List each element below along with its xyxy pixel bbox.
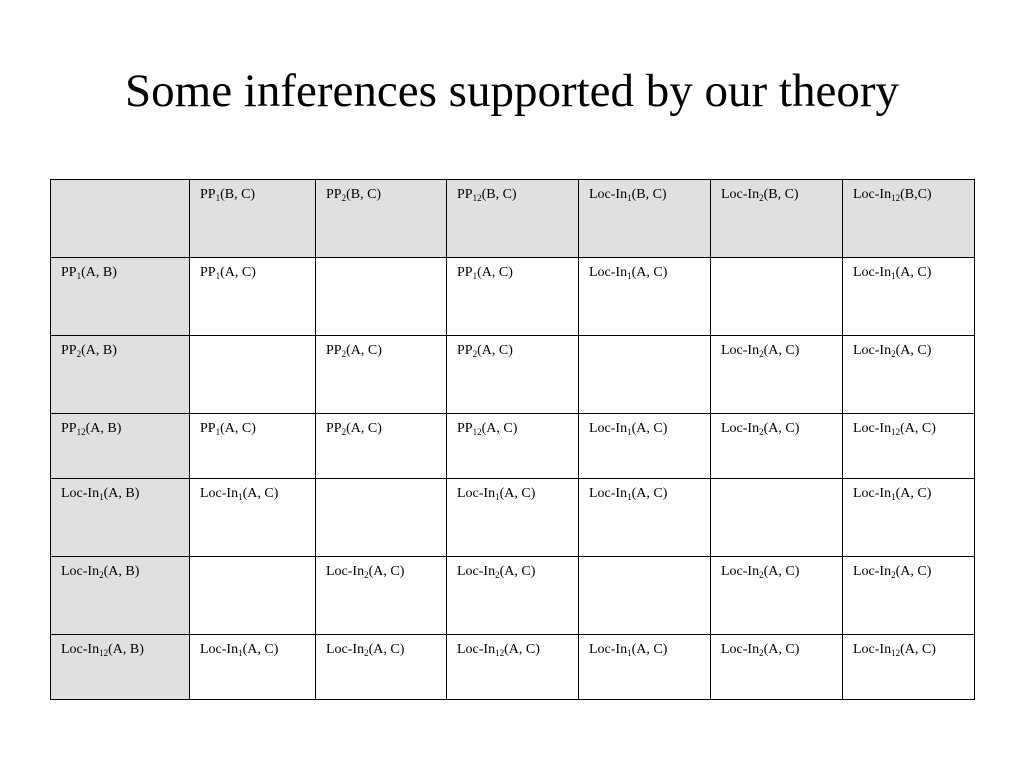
inference-cell: [316, 414, 447, 479]
cell-label-subscript: 2: [364, 648, 369, 658]
cell-label-main: Loc-In: [61, 564, 100, 579]
cell-label-args: (B,C): [900, 187, 932, 202]
cell-label-subscript: 1: [627, 271, 632, 281]
table-row: [51, 479, 975, 557]
cell-label-subscript: 1: [238, 648, 243, 658]
inference-cell: [190, 258, 316, 336]
empty-cell: [316, 258, 447, 336]
cell-label-args: (A, C): [242, 486, 279, 501]
cell-label-main: Loc-In: [200, 486, 239, 501]
cell-label-args: (A, B): [81, 343, 117, 358]
cell-label-args: (A, C): [631, 486, 668, 501]
inference-cell: [316, 336, 447, 414]
empty-cell: [190, 336, 316, 414]
cell-label-main: Loc-In: [721, 187, 760, 202]
cell-label-main: PP: [457, 343, 473, 358]
column-header-cell: [447, 180, 579, 258]
cell-label-args: (A, C): [477, 343, 513, 358]
cell-label-subscript: 1: [215, 427, 221, 437]
cell-label-args: (A, B): [108, 642, 144, 657]
cell-label-subscript: 1: [627, 492, 632, 502]
inference-cell: [711, 414, 843, 479]
cell-label-main: Loc-In: [326, 642, 365, 657]
inference-cell: [190, 635, 316, 700]
cell-label-args: (A, C): [895, 564, 932, 579]
column-header-cell: [316, 180, 447, 258]
cell-label-subscript: 2: [759, 648, 764, 658]
cell-label-args: (A, C): [346, 343, 382, 358]
cell-label-main: Loc-In: [853, 343, 892, 358]
table-row: [51, 336, 975, 414]
cell-label-main: Loc-In: [721, 564, 760, 579]
cell-label-main: Loc-In: [721, 421, 760, 436]
inference-cell: [316, 557, 447, 635]
cell-label-main: Loc-In: [200, 642, 239, 657]
cell-label-args: (A, C): [895, 343, 932, 358]
cell-label-main: Loc-In: [457, 564, 496, 579]
inference-cell: [843, 635, 975, 700]
cell-label-args: (B, C): [220, 187, 256, 202]
column-header-cell: [711, 180, 843, 258]
cell-label-subscript: 1: [627, 648, 632, 658]
cell-label-main: PP: [200, 187, 216, 202]
cell-label-subscript: 12: [495, 648, 505, 658]
cell-label-args: (A, C): [631, 265, 668, 280]
inference-cell: [579, 635, 711, 700]
cell-label-args: (A, C): [346, 421, 382, 436]
inference-cell: [190, 479, 316, 557]
cell-label-main: Loc-In: [457, 642, 496, 657]
row-header-cell: [51, 336, 190, 414]
row-header-cell: [51, 414, 190, 479]
cell-label-main: PP: [61, 343, 77, 358]
cell-label-subscript: 12: [76, 427, 86, 437]
cell-label-main: Loc-In: [61, 486, 100, 501]
cell-label-args: (A, C): [763, 564, 800, 579]
cell-label-main: Loc-In: [853, 486, 892, 501]
inference-cell: [447, 258, 579, 336]
cell-label-args: (B, C): [481, 187, 517, 202]
cell-label-subscript: 12: [99, 648, 109, 658]
cell-label-args: (B, C): [631, 187, 667, 202]
cell-label-main: Loc-In: [853, 187, 892, 202]
cell-label-subscript: 2: [472, 349, 478, 359]
cell-label-subscript: 2: [759, 193, 764, 203]
cell-label-subscript: 12: [472, 193, 482, 203]
empty-cell: [711, 479, 843, 557]
cell-label-args: (A, C): [220, 421, 256, 436]
cell-label-subscript: 1: [627, 427, 632, 437]
cell-label-main: PP: [326, 187, 342, 202]
cell-label-args: (A, C): [499, 486, 536, 501]
inference-cell: [447, 635, 579, 700]
cell-label-main: Loc-In: [589, 187, 628, 202]
cell-label-args: (A, B): [85, 421, 122, 436]
empty-cell: [579, 557, 711, 635]
cell-label-main: PP: [200, 265, 216, 280]
cell-label-main: Loc-In: [853, 564, 892, 579]
cell-label-main: Loc-In: [721, 343, 760, 358]
inference-cell: [843, 414, 975, 479]
empty-cell: [190, 557, 316, 635]
cell-label-main: PP: [457, 265, 473, 280]
cell-label-main: PP: [61, 421, 77, 436]
cell-label-main: PP: [457, 187, 473, 202]
cell-label-args: (B, C): [763, 187, 799, 202]
table-row: [51, 258, 975, 336]
cell-label-main: Loc-In: [589, 642, 628, 657]
column-header-cell: [843, 180, 975, 258]
cell-label-args: (A, C): [499, 564, 536, 579]
cell-label-subscript: 2: [759, 570, 764, 580]
cell-label-args: (A, C): [631, 421, 668, 436]
cell-label-subscript: 1: [76, 271, 82, 281]
cell-label-main: PP: [326, 421, 342, 436]
empty-cell: [316, 479, 447, 557]
inference-cell: [447, 479, 579, 557]
cell-label-main: Loc-In: [457, 486, 496, 501]
cell-label-args: (A, C): [763, 642, 800, 657]
cell-label-subscript: 2: [759, 349, 764, 359]
cell-label-main: Loc-In: [589, 421, 628, 436]
cell-label-main: Loc-In: [61, 642, 100, 657]
cell-label-subscript: 1: [891, 492, 896, 502]
cell-label-args: (A, C): [242, 642, 279, 657]
cell-label-subscript: 1: [627, 193, 632, 203]
corner-cell: [51, 180, 190, 258]
inference-cell: [711, 336, 843, 414]
cell-label-main: Loc-In: [853, 421, 892, 436]
cell-label-subscript: 2: [341, 427, 347, 437]
row-header-cell: [51, 258, 190, 336]
inference-cell: [843, 336, 975, 414]
cell-label-args: (A, C): [900, 642, 936, 657]
cell-label-main: Loc-In: [589, 486, 628, 501]
inference-cell: [843, 557, 975, 635]
row-header-cell: [51, 557, 190, 635]
cell-label-subscript: 2: [76, 349, 82, 359]
empty-cell: [579, 336, 711, 414]
cell-label-main: Loc-In: [589, 265, 628, 280]
table-row: [51, 414, 975, 479]
cell-label-subscript: 2: [495, 570, 500, 580]
cell-label-args: (A, B): [103, 564, 140, 579]
cell-label-subscript: 1: [215, 271, 221, 281]
cell-label-subscript: 2: [891, 570, 896, 580]
cell-label-main: PP: [61, 265, 77, 280]
cell-label-args: (A, C): [368, 564, 405, 579]
inference-cell: [447, 336, 579, 414]
slide-title: Some inferences supported by our theory: [125, 65, 899, 117]
cell-label-subscript: 1: [891, 271, 896, 281]
cell-label-args: (A, C): [481, 421, 518, 436]
column-header-cell: [190, 180, 316, 258]
table-body: [51, 180, 975, 700]
cell-label-subscript: 2: [759, 427, 764, 437]
inference-cell: [579, 258, 711, 336]
cell-label-subscript: 1: [215, 193, 221, 203]
row-header-cell: [51, 635, 190, 700]
column-header-row: [51, 180, 975, 258]
cell-label-args: (A, B): [81, 265, 117, 280]
cell-label-main: PP: [457, 421, 473, 436]
cell-label-args: (A, C): [368, 642, 405, 657]
cell-label-main: PP: [200, 421, 216, 436]
inference-table: [50, 179, 975, 700]
inference-cell: [843, 479, 975, 557]
cell-label-subscript: 2: [341, 349, 347, 359]
inference-cell: [579, 479, 711, 557]
cell-label-args: (A, C): [631, 642, 668, 657]
cell-label-main: Loc-In: [326, 564, 365, 579]
cell-label-subscript: 1: [99, 492, 104, 502]
empty-cell: [711, 258, 843, 336]
cell-label-args: (A, C): [900, 421, 936, 436]
cell-label-subscript: 1: [472, 271, 478, 281]
cell-label-args: (A, C): [763, 421, 800, 436]
inference-cell: [711, 635, 843, 700]
cell-label-subscript: 12: [891, 193, 901, 203]
cell-label-subscript: 2: [99, 570, 104, 580]
table-row: [51, 557, 975, 635]
table-row: [51, 635, 975, 700]
cell-label-args: (A, C): [504, 642, 540, 657]
cell-label-args: (A, C): [895, 265, 932, 280]
inference-cell: [579, 414, 711, 479]
row-header-cell: [51, 479, 190, 557]
cell-label-args: (A, C): [220, 265, 256, 280]
cell-label-args: (A, C): [477, 265, 513, 280]
cell-label-args: (A, C): [763, 343, 800, 358]
cell-label-args: (B, C): [346, 187, 382, 202]
cell-label-main: Loc-In: [721, 642, 760, 657]
inference-cell: [316, 635, 447, 700]
inference-cell: [711, 557, 843, 635]
inference-cell: [190, 414, 316, 479]
cell-label-subscript: 1: [238, 492, 243, 502]
cell-label-subscript: 12: [891, 427, 901, 437]
cell-label-main: PP: [326, 343, 342, 358]
cell-label-args: (A, B): [103, 486, 140, 501]
cell-label-subscript: 2: [364, 570, 369, 580]
cell-label-subscript: 12: [472, 427, 482, 437]
cell-label-subscript: 12: [891, 648, 901, 658]
inference-cell: [843, 258, 975, 336]
cell-label-main: Loc-In: [853, 265, 892, 280]
cell-label-subscript: 1: [495, 492, 500, 502]
cell-label-subscript: 2: [341, 193, 347, 203]
cell-label-args: (A, C): [895, 486, 932, 501]
inference-cell: [447, 414, 579, 479]
cell-label-subscript: 2: [891, 349, 896, 359]
cell-label-main: Loc-In: [853, 642, 892, 657]
inference-cell: [447, 557, 579, 635]
column-header-cell: [579, 180, 711, 258]
